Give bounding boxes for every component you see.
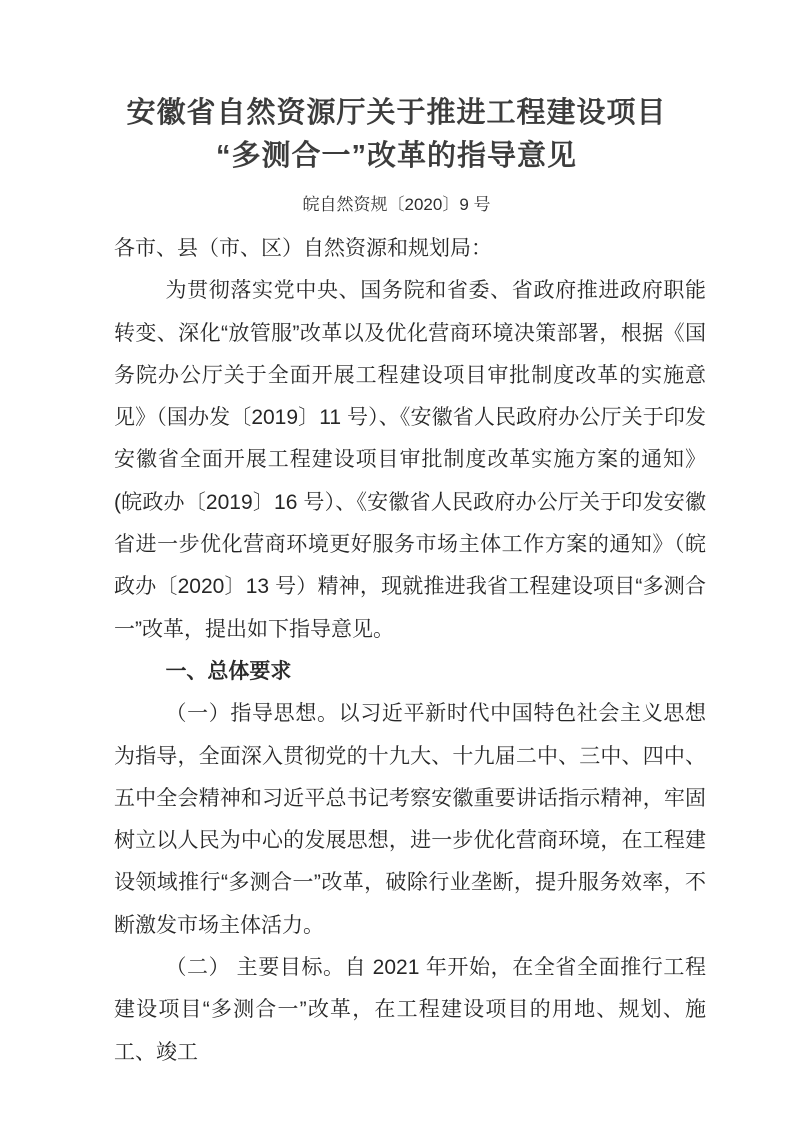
paragraph-preamble: 为贯彻落实党中央、国务院和省委、省政府推进政府职能转变、深化“放管服”改革以及优化营商环境决策部署，根据《国务院办公厅关于全面开展工程建设项目审批制度改革的实施意见》（国办发〔2019〕11 号）、《安徽省人民政府办公厅关于印发安徽省全面开展工程建设项目审批制度改革实施方案的通知》(皖政办〔2019〕16 号）、《安徽省人民政府办公厅关于印发安徽省进一步优化营商环境更好服务市场主体工作方案的通知》（皖政办〔2020〕13 号）精神，现就推进我省工程建设项目“多测合一”改革，提出如下指导意见。	[114, 279, 706, 641]
document-number: 皖自然资规〔2020〕9 号	[302, 195, 491, 214]
salutation: 各市、县（市、区）自然资源和规划局：	[114, 237, 492, 260]
document-title-line-2: “多测合一”改革的指导意见	[215, 140, 577, 172]
document-title-line-1: 安徽省自然资源厅关于推进工程建设项目	[126, 97, 667, 129]
section-heading-overall-requirements: 一、总体要求	[165, 659, 292, 683]
paragraph-main-goals: （二） 主要目标。自 2021 年开始，在全省全面推行工程建设项目“多测合一”改革，在工程建设项目的用地、规划、施工、竣工	[114, 956, 706, 1064]
document-title	[0, 92, 793, 178]
paragraph-guiding-ideology: （一）指导思想。以习近平新时代中国特色社会主义思想为指导，全面深入贯彻党的十九大、十九届二中、三中、四中、五中全会精神和习近平总书记考察安徽重要讲话指示精神，牢固树立以人民为中心的发展思想，进一步优化营商环境，在工程建设领域推行“多测合一”改革，破除行业垄断，提升服务效率，不断激发市场主体活力。	[114, 702, 706, 937]
document-body	[114, 228, 706, 1074]
